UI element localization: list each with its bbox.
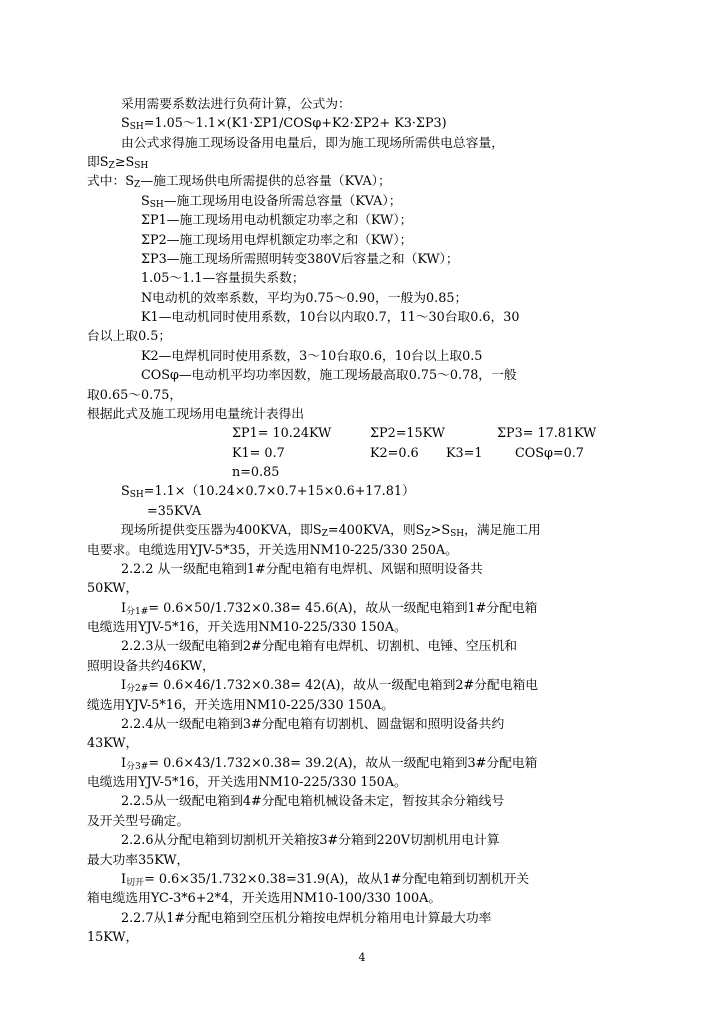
page-number: 4 [358,951,366,964]
formula-result: =35KVA [147,504,202,519]
text-line: 缆选用YJV-5*16，开关选用NM10-225/330 150A。 [87,698,395,713]
text-line: 即$S_Z\ge S_{SH}$ [87,155,149,171]
text-line: 台以上取0.5； [87,329,172,344]
text-line: K2—电焊机同时使用系数，3～10台取0.6，10台以上取0.5 [141,349,483,364]
section-line: 2.2.3从一级配电箱到2#分配电箱有电焊机、切割机、电锤、空压机和 [121,639,517,654]
value-p2: ΣP2=15KW [370,426,445,441]
value-k1: K1= 0.7 [232,446,285,461]
text-line: 现场所提供变压器为400KVA，即$S_Z=400KVA$，则$S_Z>S_{SH}$，满足施工用 [121,523,541,539]
formula-line: $I_{切开}= 0.6\times 35/1.732\times 0.38=31.9(A)$，故从1#分配电箱到切割机开关 [121,872,530,888]
text-line: N电动机的效率系数，平均为0.75～0.90，一般为0.85； [141,291,468,306]
section-line: 2.2.7从1#分配电箱到空压机分箱按电焊机分箱用电计算最大功率 [121,911,492,926]
section-line: 2.2.5从一级配电箱到4#分配电箱机械设备未定，暂按其余分箱线号 [121,794,505,809]
text-line: 由公式求得施工现场设备用电量后，即为施工现场所需供电总容量， [121,136,504,151]
text-line: 取0.65～0.75， [87,388,183,403]
text-line: 箱电缆选用YC-3*6+2*4，开关选用NM10-100/330 100A。 [87,891,442,906]
section-line: 2.2.4从一级配电箱到3#分配电箱有切割机、圆盘锯和照明设备共约 [121,717,505,732]
value-p1: ΣP1= 10.24KW [232,426,332,441]
text-line: 照明设备共约46KW， [87,659,215,674]
value-k2: K2=0.6 [370,446,419,461]
text-line: ΣP3—施工现场所需照明转变380V后容量之和（KW）； [141,252,459,267]
text-line: 50KW， [87,581,139,596]
section-line: 2.2.6从分配电箱到切割机开关箱按3#分箱到220V切割机用电计算 [121,833,500,848]
text-line: 及开关型号确定。 [87,814,190,829]
formula-line: $S_{SH}=1.05\sim 1.1\times(K1\cdot\Sigma P1/COS\varphi+K2\cdot\Sigma P2+ K3\cdot\Sigma P3)$ [121,116,447,132]
text-line: 根据此式及施工现场用电量统计表得出 [87,407,305,422]
formula-line: $I_{分3\#}= 0.6\times 43/1.732\times 0.38= 39.2(A)$，故从一级配电箱到3#分配电箱 [121,756,538,772]
formula-line: $I_{分1\#}= 0.6\times 50/1.732\times 0.38= 45.6(A)$，故从一级配电箱到1#分配电箱 [121,601,538,617]
text-line: COSφ—电动机平均功率因数，施工现场最高取0.75～0.78，一般 [141,368,517,383]
value-p3: ΣP3= 17.81KW [497,426,597,441]
text-line: 最大功率35KW， [87,853,190,868]
text-line: 43KW， [87,736,139,751]
text-line: 15KW， [87,930,139,945]
section-line: 2.2.2 从一级配电箱到1#分配电箱有电焊机、风锯和照明设备共 [121,562,483,577]
text-line: K1—电动机同时使用系数，10台以内取0.7，11～30台取0.6，30 [141,310,520,325]
text-line: ΣP2—施工现场用电焊机额定功率之和（KW）； [141,233,413,248]
text-line: $S_{SH}—$施工现场用电设备所需总容量（KVA）； [141,194,402,210]
value-n: n=0.85 [232,465,280,480]
text-line: 电缆选用YJV-5*16，开关选用NM10-225/330 150A。 [87,775,407,790]
text-line: 1.05～1.1—容量损失系数； [141,271,305,286]
text-line: 式中：$S_Z—$施工现场供电所需提供的总容量（KVA）； [87,174,391,190]
text-line: 电要求。电缆选用YJV-5*35，开关选用NM10-225/330 250A。 [87,543,458,558]
text-line: 采用需要系数法进行负荷计算，公式为： [121,97,351,112]
value-k3: K3=1 [446,446,483,461]
text-line: ΣP1—施工现场用电动机额定功率之和（KW）； [141,213,413,228]
value-cos: COSφ=0.7 [515,446,584,461]
formula-line: $I_{分2\#}= 0.6\times 46/1.732\times 0.38= 42(A)$，故从一级配电箱到2#分配电箱电 [121,678,539,694]
text-line: 电缆选用YJV-5*16，开关选用NM10-225/330 150A。 [87,620,407,635]
formula-line: $S_{SH}=1.1\times(10.24\times 0.7\times 0.7+15\times 0.6+17.81)$ [121,484,415,500]
